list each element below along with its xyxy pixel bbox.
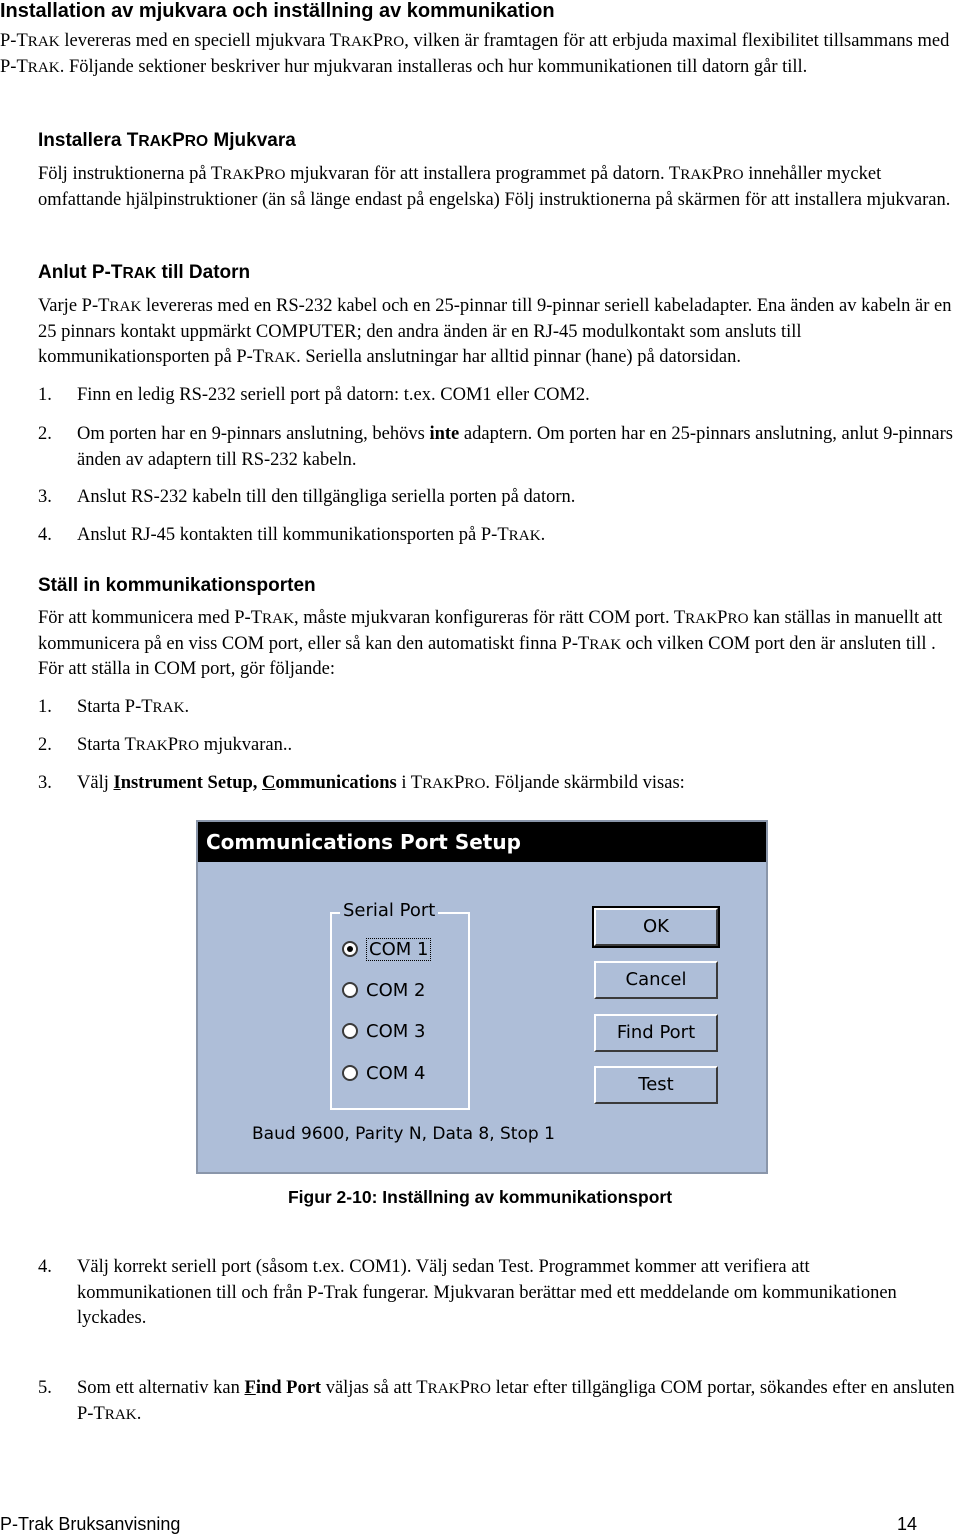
connect-step-3: Anslut RS-232 kabeln till den tillgängliga seriella porten på datorn. (77, 487, 576, 507)
step-number: 3. (38, 487, 52, 507)
connect-title: Anlut P-TRAK till Datorn (38, 262, 251, 283)
comm-step-2: Starta TRAKPRO mjukvaran.. (77, 735, 293, 755)
install-intro: P-TRAK levereras med en speciell mjukvara TRAKPRO, vilken är framtagen för att erbjuda maximal flexibilitet tillsammans med P-TRAK. Följande sektioner beskriver hur mjukvaran installeras och hur kommunikationen till datorn går till. (0, 31, 950, 77)
install-title: Installation av mjukvara och inställning av kommunikation (0, 0, 555, 22)
step-number: 4. (38, 525, 52, 545)
radio-label: COM 1 (366, 938, 431, 961)
radio-com2[interactable] (342, 977, 425, 1003)
test-button[interactable]: Test (594, 1066, 718, 1104)
radio-unselected-icon (342, 982, 358, 998)
step-number: 5. (38, 1378, 52, 1398)
serial-settings-status: Baud 9600, Parity N, Data 8, Stop 1 (252, 1124, 555, 1144)
radio-label: COM 2 (366, 979, 426, 1001)
comm-step-4: Välj korrekt seriell port (såsom t.ex. COM1). Välj sedan Test. Programmet kommer att verifiera att kommunikationen till och från P-Trak fungerar. Mjukvaran berättar med ett meddelande om kommunikationen lyckades. (77, 1257, 897, 1328)
figure-caption: Figur 2-10: Inställning av kommunikationsport (287, 1187, 673, 1207)
radio-label: COM 4 (366, 1062, 426, 1084)
step-number: 1. (38, 697, 52, 717)
connect-step-1: Finn en ledig RS-232 seriell port på datorn: t.ex. COM1 eller COM2. (77, 385, 590, 405)
comm-port-title: Ställ in kommunikationsporten (38, 575, 316, 596)
page-number: 14 (897, 1514, 918, 1534)
trakpro-install-title: Installera TRAKPRO Mjukvara (38, 130, 296, 151)
connect-body: Varje P-TRAK levereras med en RS-232 kabel och en 25-pinnar till 9-pinnar seriell kabeladapter. Ena änden av kabeln är en 25 pinnars kontakt uppmärkt COMPUTER; den andra änden är en RJ-45 modulkontakt som ansluts till kommunikationsporten på P-TRAK. Seriella anslutningar har alltid pinnar (hane) på datorsidan. (38, 296, 952, 367)
comm-step-3: Välj Instrument Setup, Communications i TRAKPRO. Följande skärmbild visas: (77, 773, 685, 793)
radio-com1[interactable] (342, 936, 431, 962)
step-number: 2. (38, 735, 52, 755)
trakpro-install-body: Följ instruktionerna på TRAKPRO mjukvaran för att installera programmet på datorn. TRAKPRO innehåller mycket omfattande hjälpinstruktioner (än så länge endast på engelska) Följ instruktionerna på skärmen för att installera mjukvaran. (38, 164, 951, 210)
radio-com4[interactable] (342, 1060, 425, 1086)
step-number: 1. (38, 385, 52, 405)
comm-step-1: Starta P-TRAK. (77, 697, 190, 717)
ok-button[interactable]: OK (594, 908, 718, 946)
step-number: 4. (38, 1257, 52, 1277)
dialog-title-bar: Communications Port Setup (198, 822, 766, 862)
radio-unselected-icon (342, 1065, 358, 1081)
footer-title: P-Trak Bruksanvisning (0, 1514, 181, 1534)
serial-port-group-label: Serial Port (340, 900, 438, 921)
radio-selected-icon (342, 941, 358, 957)
find-port-button[interactable]: Find Port (594, 1014, 718, 1052)
radio-com3[interactable] (342, 1018, 425, 1044)
comm-port-body: För att kommunicera med P-TRAK, måste mjukvaran konfigureras för rätt COM port. TRAKPRO kan ställas in manuellt att kommunicera på en viss COM port, eller så kan den automatiskt finna P-TRAK och vilken COM port den är ansluten till . För att ställa in COM port, gör följande: (38, 608, 943, 679)
connect-step-4: Anslut RJ-45 kontakten till kommunikationsporten på P-TRAK. (77, 525, 546, 545)
comm-step-5: Som ett alternativ kan Find Port väljas så att TRAKPRO letar efter tillgängliga COM portar, sökandes efter en ansluten P-TRAK. (77, 1378, 955, 1424)
step-number: 3. (38, 773, 52, 793)
radio-label: COM 3 (366, 1020, 426, 1042)
radio-unselected-icon (342, 1023, 358, 1039)
step-number: 2. (38, 424, 52, 444)
cancel-button[interactable]: Cancel (594, 961, 718, 999)
communications-port-setup-dialog (196, 820, 768, 1174)
connect-step-2: Om porten har en 9-pinnars anslutning, behövs inte adaptern. Om porten har en 25-pinnars anslutning, anlut 9-pinnars änden av adaptern till RS-232 kabeln. (77, 424, 953, 470)
